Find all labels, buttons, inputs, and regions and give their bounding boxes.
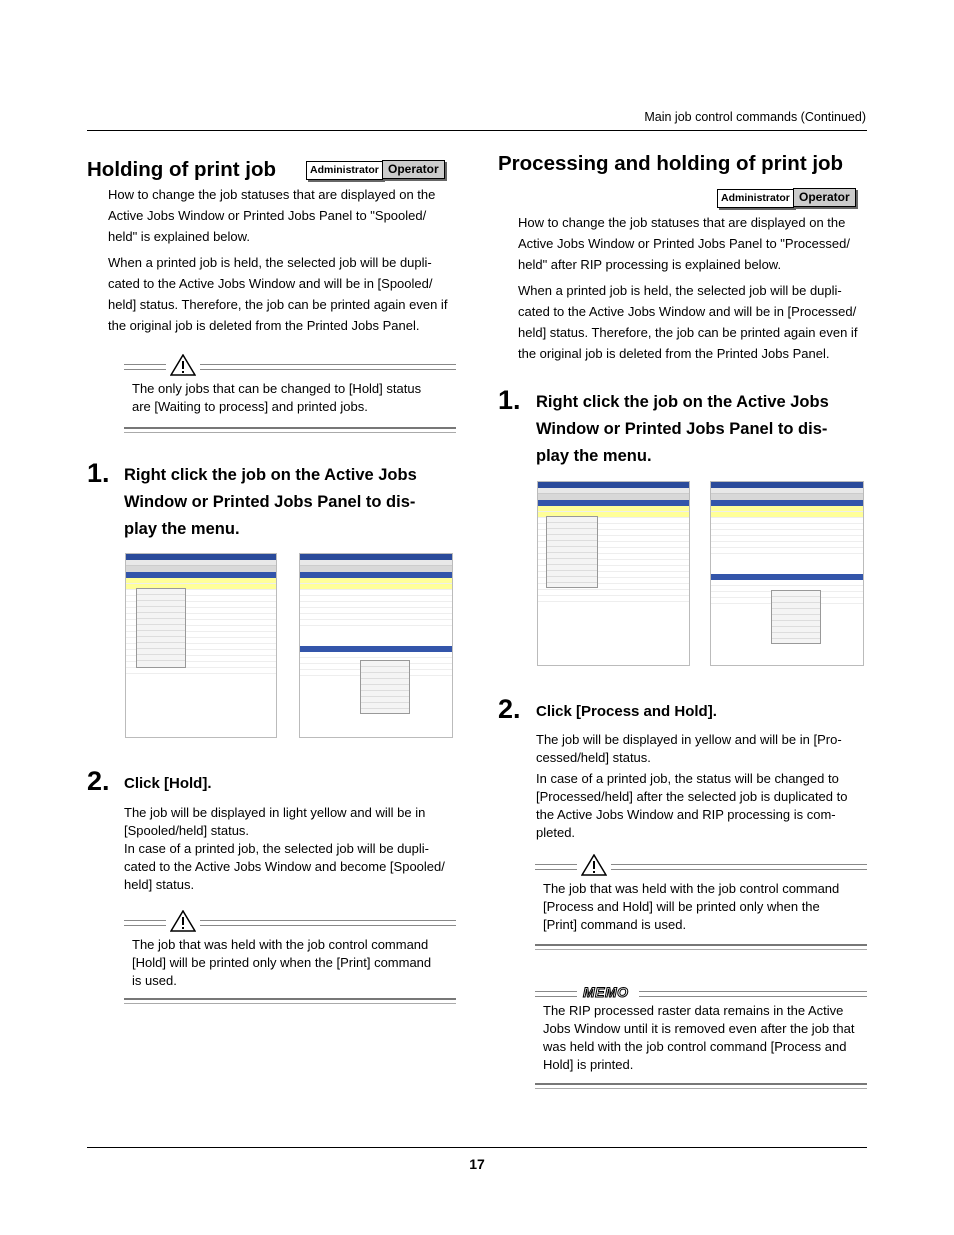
- memo-text: The RIP processed raster data remains in the Active Jobs Window until it is removed even after the job that was held with the job control command [Process and Hold] is printed.: [543, 1003, 855, 1072]
- right-step-1-number: 1.: [498, 385, 521, 415]
- administrator-badge: Administrator: [306, 161, 383, 180]
- context-menu: [771, 590, 821, 644]
- warning-triangle-icon: [170, 910, 196, 932]
- right-step-2-title: Click [Process and Hold].: [536, 703, 717, 720]
- printed-jobs-screenshot-2: [710, 481, 864, 666]
- operator-badge: Operator: [382, 160, 445, 179]
- administrator-badge: Administrator: [717, 189, 794, 208]
- right-step-2-body: The job will be displayed in yellow and will be in [Pro- cessed/held] status. In case of a printed job, the status will be changed to [Processed/held] after the selected job is duplicated to the Active Jobs Window and RIP processing is com- pleted.: [536, 732, 848, 840]
- footer-rule: [87, 1147, 867, 1148]
- context-menu: [136, 588, 186, 668]
- active-jobs-screenshot-1: [125, 553, 277, 738]
- warning-triangle-icon: [170, 354, 196, 376]
- left-step-2-body: The job will be displayed in light yellow and will be in [Spooled/held] status. In case of a printed job, the selected job will be dupli- cated to the Active Jobs Window and become [Spooled/ held] status.: [124, 805, 445, 892]
- printed-jobs-screenshot-1: [299, 553, 453, 738]
- right-intro-1: How to change the job statuses that are displayed on the Active Jobs Window or Printed Jobs Panel to "Processed/ held" after RIP processing is explained below.: [518, 215, 850, 272]
- memo-label: MEMO: [583, 984, 629, 1000]
- caution-1-text: The only jobs that can be changed to [Hold] status are [Waiting to process] and printed jobs.: [132, 381, 422, 414]
- warning-triangle-icon: [581, 854, 607, 876]
- right-step-2-number: 2.: [498, 694, 521, 724]
- caution-3-text: The job that was held with the job control command [Process and Hold] will be printed only when the [Print] command is used.: [543, 881, 840, 932]
- left-step-2-title: Click [Hold].: [124, 775, 212, 792]
- context-menu: [546, 516, 598, 588]
- right-section-title: Processing and holding of print job: [498, 152, 844, 175]
- left-step-1-title: Right click the job on the Active Jobs Window or Printed Jobs Panel to dis- play the menu.: [124, 466, 417, 538]
- header-rule: [87, 130, 867, 131]
- left-step-1-number: 1.: [87, 458, 110, 488]
- running-header: Main job control commands (Continued): [644, 110, 866, 124]
- left-intro-1: How to change the job statuses that are displayed on the Active Jobs Window or Printed Jobs Panel to "Spooled/ held" is explained below.: [108, 187, 436, 244]
- right-step-1-title: Right click the job on the Active Jobs Window or Printed Jobs Panel to dis- play the menu.: [536, 393, 829, 465]
- operator-badge: Operator: [793, 188, 856, 207]
- left-section-title: Holding of print job: [87, 158, 277, 181]
- right-intro-2: When a printed job is held, the selected job will be dupli- cated to the Active Jobs Window and will be in [Processed/ held] status. Therefore, the job can be printed again even if the original job is deleted from the Printed Jobs Panel.: [518, 283, 858, 361]
- left-step-2-number: 2.: [87, 766, 110, 796]
- page-number: 17: [469, 1156, 485, 1172]
- context-menu: [360, 660, 410, 714]
- active-jobs-screenshot-2: [537, 481, 690, 666]
- left-intro-2: When a printed job is held, the selected job will be dupli- cated to the Active Jobs Window and will be in [Spooled/ held] status. Therefore, the job can be printed again even if the original job is deleted from the Printed Jobs Panel.: [108, 255, 448, 333]
- caution-2-text: The job that was held with the job control command [Hold] will be printed only when the [Print] command is used.: [132, 937, 432, 988]
